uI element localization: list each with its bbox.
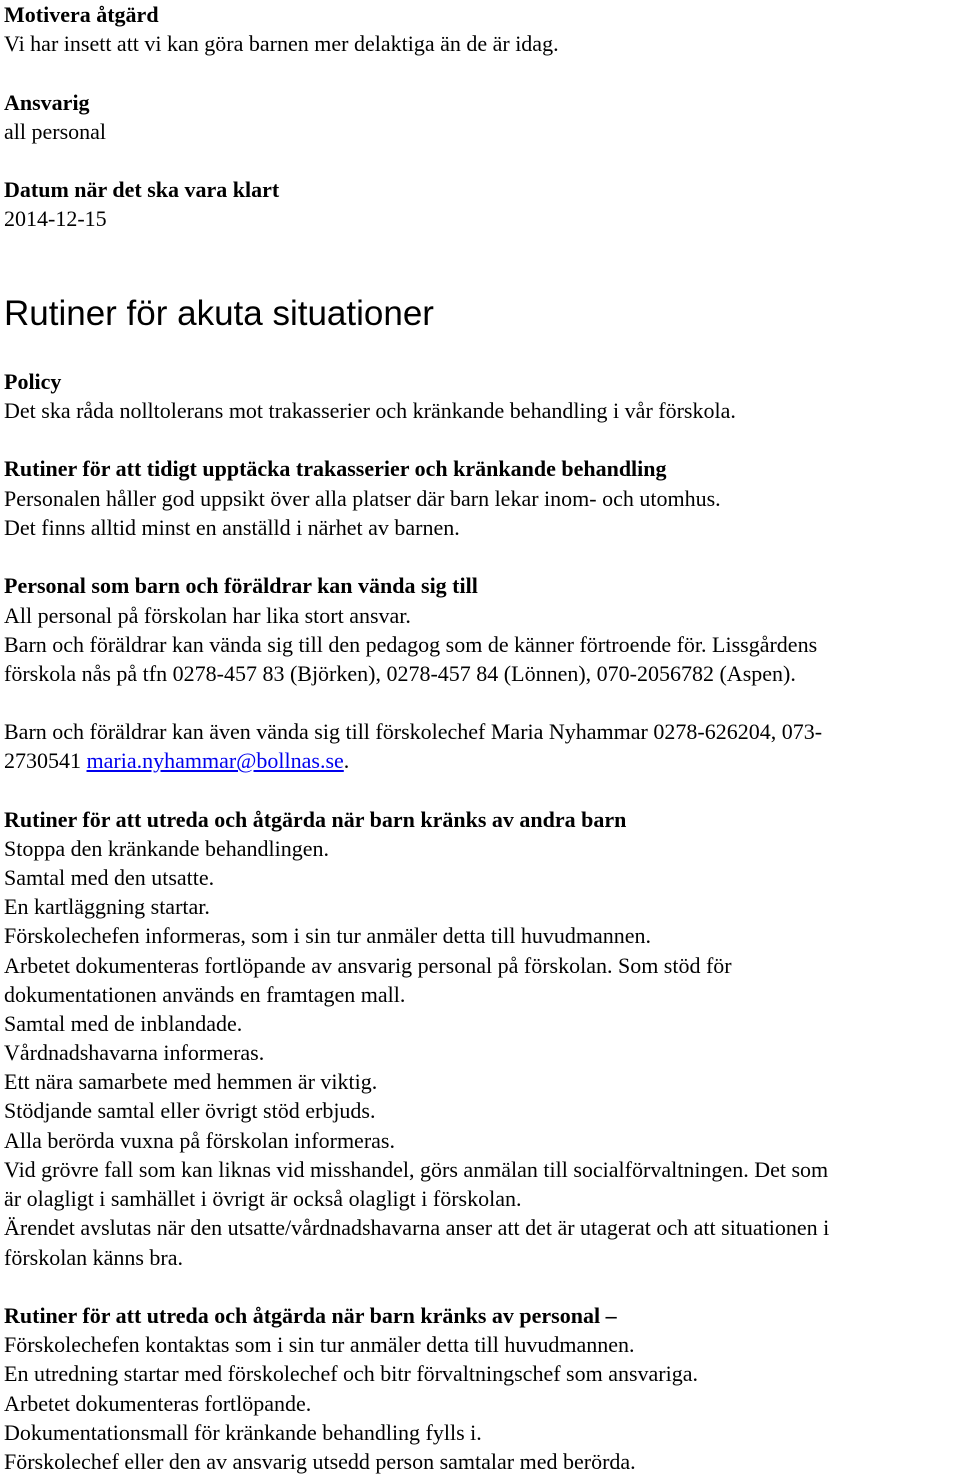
utreda-personal-label: Rutiner för att utreda och åtgärda när barn kränks av personal – xyxy=(4,1303,617,1328)
utreda-barn-line: Ett nära samarbete med hemmen är viktig. xyxy=(4,1069,378,1094)
utreda-barn-line: En kartläggning startar. xyxy=(4,894,210,919)
policy-text: Det ska råda nolltolerans mot trakasserier och kränkande behandling i vår förskola. xyxy=(4,398,736,423)
personal-vanda-line: Barn och föräldrar kan vända sig till den pedagog som de känner förtroende för. Lissgårdens xyxy=(4,632,818,657)
utreda-barn-line: Samtal med den utsatte. xyxy=(4,865,215,890)
personal-vanda-label: Personal som barn och föräldrar kan vända sig till xyxy=(4,573,478,598)
datum-text: 2014-12-15 xyxy=(4,206,107,231)
contact-line-email xyxy=(4,746,349,775)
personal-vanda-line: förskola nås på tfn 0278-457 83 (Björken), 0278-457 84 (Lönnen), 070-2056782 (Aspen). xyxy=(4,661,796,686)
contact-line: Barn och föräldrar kan även vända sig till förskolechef Maria Nyhammar 0278-626204, 073- xyxy=(4,719,823,744)
utreda-personal-line: En utredning startar med förskolechef och bitr förvaltningschef som ansvariga. xyxy=(4,1361,698,1386)
utreda-barn-label: Rutiner för att utreda och åtgärda när barn kränks av andra barn xyxy=(4,807,627,832)
utreda-barn-line: Arbetet dokumenteras fortlöpande av ansvarig personal på förskolan. Som stöd för xyxy=(4,953,732,978)
utreda-barn-line: är olagligt i samhället i övrigt är också olagligt i förskolan. xyxy=(4,1186,522,1211)
contact-prefix: 2730541 xyxy=(4,748,87,773)
utreda-barn-line: Ärendet avslutas när den utsatte/vårdnadshavarna anser att det är utagerat och att situationen i xyxy=(4,1215,830,1240)
utreda-barn-line: Vårdnadshavarna informeras. xyxy=(4,1040,265,1065)
utreda-barn-line: Förskolechefen informeras, som i sin tur anmäler detta till huvudmannen. xyxy=(4,923,652,948)
ansvarig-text: all personal xyxy=(4,119,107,144)
policy-label: Policy xyxy=(4,369,62,394)
email-link[interactable]: maria.nyhammar@bollnas.se xyxy=(86,748,344,773)
utreda-barn-line: Samtal med de inblandade. xyxy=(4,1011,243,1036)
utreda-barn-line: dokumentationen används en framtagen mall. xyxy=(4,982,406,1007)
motivera-text: Vi har insett att vi kan göra barnen mer delaktiga än de är idag. xyxy=(4,31,559,56)
utreda-barn-line: Vid grövre fall som kan liknas vid misshandel, görs anmälan till socialförvaltningen. Det som xyxy=(4,1157,829,1182)
personal-vanda-line: All personal på förskolan har lika stort ansvar. xyxy=(4,603,411,628)
upptacka-label: Rutiner för att tidigt upptäcka trakasserier och kränkande behandling xyxy=(4,456,667,481)
contact-suffix: . xyxy=(343,748,350,773)
datum-label: Datum när det ska vara klart xyxy=(4,177,280,202)
motivera-label: Motivera åtgärd xyxy=(4,2,159,27)
utreda-personal-line: Förskolechef eller den av ansvarig utsedd person samtalar med berörda. xyxy=(4,1449,636,1474)
utreda-personal-line: Förskolechefen kontaktas som i sin tur anmäler detta till huvudmannen. xyxy=(4,1332,635,1357)
utreda-personal-line: Arbetet dokumenteras fortlöpande. xyxy=(4,1391,312,1416)
utreda-barn-line: förskolan känns bra. xyxy=(4,1245,184,1270)
upptacka-line: Personalen håller god uppsikt över alla platser där barn lekar inom- och utomhus. xyxy=(4,486,721,511)
upptacka-line: Det finns alltid minst en anställd i närhet av barnen. xyxy=(4,515,460,540)
utreda-barn-line: Alla berörda vuxna på förskolan informeras. xyxy=(4,1128,395,1153)
ansvarig-label: Ansvarig xyxy=(4,90,90,115)
page-title: Rutiner för akuta situationer xyxy=(4,294,434,333)
utreda-personal-line: Dokumentationsmall för kränkande behandling fylls i. xyxy=(4,1420,482,1445)
utreda-barn-line: Stoppa den kränkande behandlingen. xyxy=(4,836,330,861)
utreda-barn-line: Stödjande samtal eller övrigt stöd erbjuds. xyxy=(4,1098,376,1123)
